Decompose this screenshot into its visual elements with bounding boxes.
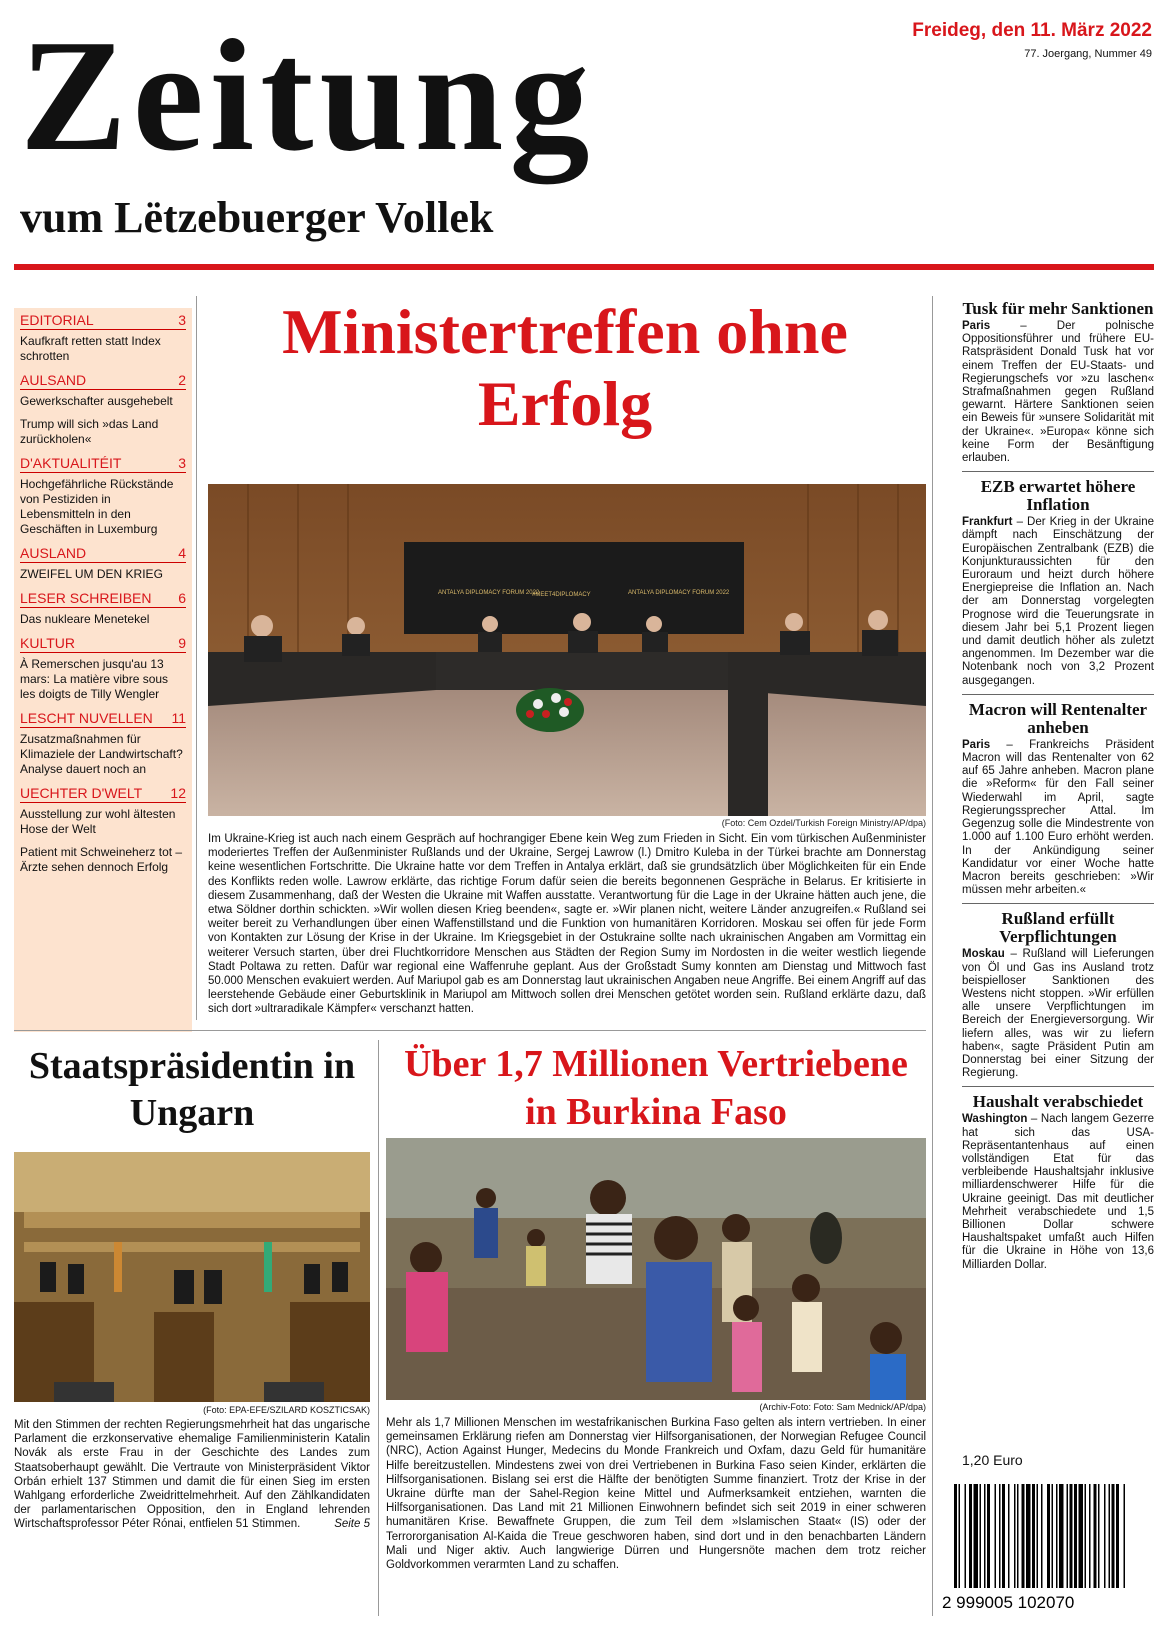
toc-section (20, 590, 186, 627)
toc-section-name: LESER SCHREIBEN (20, 590, 152, 606)
brief-headline[interactable]: Haushalt verabschiedet (972, 1092, 1144, 1112)
brief-body (962, 1113, 1154, 1271)
barcode (940, 1480, 1154, 1614)
toc-section-name: KULTUR (20, 635, 75, 651)
banner-right-text: ANTALYA DIPLOMACY FORUM 2022 (628, 590, 730, 596)
toc-section (20, 455, 186, 537)
brief-headline[interactable]: Tusk für mehr Sanktionen (962, 299, 1154, 318)
brief-dateline: Frankfurt (962, 516, 1013, 529)
hungary-article-body (14, 1418, 370, 1532)
barcode-bar (1070, 1484, 1073, 1588)
barcode-number: 2 999005 102070 (942, 1593, 1075, 1612)
toc-section (20, 785, 186, 875)
brief-divider (962, 694, 1154, 695)
toc-page-number: 6 (178, 590, 186, 606)
toc-section-header[interactable] (20, 785, 186, 803)
brief-headline[interactable]: Macron will Rentenalter anheben (968, 699, 1148, 737)
issue-date: Freideg, den 11. März 2022 (912, 20, 1152, 41)
toc-section-name: AUSLAND (20, 545, 87, 561)
toc-section (20, 545, 186, 582)
barcode-bar (1002, 1484, 1005, 1588)
toc-section-header[interactable] (20, 455, 186, 473)
masthead-subtitle: vum Lëtzebuerger Vollek (20, 193, 494, 242)
column-divider (378, 1040, 379, 1616)
toc-section-header[interactable] (20, 312, 186, 330)
toc-section-name: D'AKTUALITÉIT (20, 455, 122, 471)
hungary-photo-credit: (Foto: EPA-EFE/SZILARD KOSZTICSAK) (203, 1405, 370, 1415)
main-headline[interactable]: Ministertreffen ohne Erfolg (282, 296, 848, 439)
toc-item[interactable]: Hochgefährliche Rückstände von Pestiziden in Lebensmitteln in den Geschäften in Luxemburg (20, 477, 174, 536)
toc-section-name: UECHTER D'WELT (20, 785, 143, 801)
issue-number: 77. Joergang, Nummer 49 (1024, 48, 1152, 60)
toc-page-number: 12 (170, 785, 186, 801)
brief-dateline: Moskau (962, 948, 1005, 961)
toc-section (20, 372, 186, 447)
parliament-photo (14, 1152, 370, 1402)
barcode-bar (1037, 1484, 1039, 1588)
main-article-body: Im Ukraine-Krieg ist auch nach einem Gespräch auf hochrangiger Ebene kein Weg zum Frieden in Sicht. Ein vom türkischen Außenminister moderiertes Treffen der Außenminister Rußlands und der Ukraine, Sergej Lawrow (l.) Dmitro Kuleba in der Türkei brachte am Donnerstag keine wesentlichen Fortschritte. Die Ukraine hatte vor dem Treffen in Antalya erklärt, daß sie grundsätzlich über Möglichkeiten für ein Ende des Konflikts reden wolle. Lawrow erklärte, das richtige Forum dafür seien die bereits begonnenen Gespräche in Belarus. Er kritisierte in diesem Zusammenhang, daß der Westen die Ukraine mit Waffen ausstatte. Verantwortung für die Lage in der Ukraine hätten auch jene, die etwa Söldner dorthin schickten. »Wir wollen diesen Krieg beenden«, sagte er. »Wir planen nicht, weitere Länder anzugreifen.« Rußland sei weiter bereit zu Verhandlungen über einen Waffenstillstand und die Funktion von humanitären Korridoren. Moskau sei offen für jede Form von Kontakten zur Lösung der Krise in der Ukraine. Im Kriegsgebiet in der Ostukraine sollte nach ukrainischen Angaben am Vormittag ein weiterer Versuch starten, über drei Fluchtkorridore Menschen aus Städten der Region Sumy im Nordosten in die weiter westlich liegende Stadt Poltawa zu retten. Dafür war regional eine Waffenruhe geplant. Aus der Großstadt Sumy konnten am Dienstag und Mittwoch fast 50.000 Menschen evakuiert werden. Auf Mariupol gab es am Donnerstag laut ukrainischen Angaben neue Angriffe. Bei einem Angriff auf das leerstehende Gebäude einer Geburtsklinik in Mariupol am Mittwoch sollen drei Menschen getötet worden sein. Rußland erklärte dazu, daß sich dort »ultraradikale Kämpfer« verschanzt hatten. (208, 833, 926, 1016)
barcode-bar (1112, 1484, 1115, 1588)
barcode-bar (1085, 1484, 1087, 1588)
barcode-bar (954, 1484, 957, 1588)
toc-item[interactable]: Ausstellung zur wohl ältesten Hose der Welt (20, 807, 176, 836)
brief-divider (962, 903, 1154, 904)
toc-page-number: 4 (178, 545, 186, 561)
barcode-bar (1079, 1484, 1084, 1588)
toc-section (20, 710, 186, 777)
section-divider (14, 1030, 926, 1031)
toc-item[interactable]: ZWEIFEL UM DEN KRIEG (20, 567, 163, 581)
column-divider (932, 296, 933, 1616)
brief-dateline: Washington (962, 1113, 1028, 1126)
banner-left-text: ANTALYA DIPLOMACY FORUM 2022 (438, 590, 540, 596)
toc-page-number: 9 (178, 635, 186, 651)
toc-item[interactable]: À Remerschen jusqu'au 13 mars: La matière vibre sous les doigts de Tilly Wengler (20, 657, 169, 701)
toc-page-number: 3 (178, 312, 186, 328)
barcode-bar (1041, 1484, 1043, 1588)
toc-item[interactable]: Kaufkraft retten statt Index schrotten (20, 334, 161, 363)
masthead-rule (14, 264, 1154, 270)
barcode-bar (1032, 1484, 1035, 1588)
toc-section-header[interactable] (20, 710, 186, 728)
barcode-bar (1104, 1484, 1106, 1588)
brief-text: – Der polnische Oppositionsführer und frühere EU-Ratspräsident Donald Tusk hat vor einem Treffen der EU-Staats- und Regierungschefs vor »zu laschen« Strafmaßnahmen gegen Rußland gewarnt. Härtere Sanktionen seien ein Beweis für »unsere Solidarität mit der Ukraine«. »Europa« könne sich keine Form der Besänftigung erlauben. (962, 320, 1154, 465)
barcode-bar (1098, 1484, 1100, 1588)
brief-dateline: Paris (962, 738, 991, 751)
brief-headline[interactable]: Rußland erfüllt Verpflichtungen (999, 909, 1117, 947)
column-divider (196, 296, 197, 1020)
burkina-article-body: Mehr als 1,7 Millionen Menschen im westafrikanischen Burkina Faso gelten als intern vertrieben. In einer gemeinsamen Erklärung riefen am Donnerstag vier Hilfsorganisationen, der Norwegian Refugee Council (NRC), Action Against Hunger, Medecins du Monde Frankreich und Oxfam, dazu Geld für humanitäre Hilfe bereitzustellen. Mindestens zwei von drei Vertriebenen in Burkina Faso seien Kinder, erklärten die Hilfsorganisationen. Bislang sei erst die Hälfte der benötigten Summe finanziert. Trotz der Krise in der Ukraine dürfte man der Sahel-Region keine Mittel und Aufmerksamkeit entziehen, warnten die Hilfsorganisationen. Das Land mit 21 Millionen Einwohnern befindet sich seit 2019 in einer schweren humanitären Krise. Bewaffnete Gruppen, die zum Teil dem »Islamischen Staat« (IS) oder der Terrororganisation Al-Kaida die Treue geschworen haben, sind dort und in den benachbarten Ländern Mali und Niger aktiv. Auch langwierige Dürren und Hungersnöte machen dem trotz reicher Goldvorkommen verarmten Land zu schaffen. (386, 1417, 926, 1572)
toc-section-header[interactable] (20, 372, 186, 390)
toc-page-number: 11 (171, 710, 186, 726)
barcode-bar (995, 1484, 997, 1588)
hungary-body-text: Mit den Stimmen der rechten Regierungsmehrheit hat das ungarische Parlament die erzkonservative ehemalige Familienministerin Katalin Novák als erste Frau in der Geschichte des Landes zum Staatsoberhaupt gewählt. Die Vertraute von Ministerpräsident Viktor Orbán erhielt 137 Stimmen und damit die für einen Sieg im ersten Wahlgang erforderliche Zweidrittelmehrheit. Auf den Zählkandidaten der parlamentarischen Opposition, den in England lehrenden Wirtschaftsprofessor Péter Rónai, entfielen 51 Stimmen. (14, 1419, 370, 1531)
brief-body (962, 516, 1154, 688)
brief-text: – Frankreichs Präsident Macron will das Rentenalter von 62 auf 65 Jahre anheben. Macron plane die »Reform« für den Fall seiner Wiederwahl im April, sagte Regierungssprecher Attal. Im Gegenzug solle die Mindestrente von 1.000 auf 1.100 Euro erhöht werden. In der Ankündigung seiner Kandidatur vor einer Woche hatte Macron bereits geschrieben: »Wir müssen mehr arbeiten.« (962, 738, 1154, 897)
toc-section (20, 312, 186, 364)
barcode-bar (984, 1484, 986, 1588)
barcode-bar (1008, 1484, 1010, 1588)
barcode-bar (1047, 1484, 1050, 1588)
toc-page-number: 3 (178, 455, 186, 471)
barcode-bar (959, 1484, 961, 1588)
barcode-bar (1059, 1484, 1064, 1588)
barcode-bar (1052, 1484, 1054, 1588)
brief-body (962, 948, 1154, 1080)
news-brief-column (962, 300, 1154, 1278)
conference-photo (208, 484, 926, 816)
barcode-bar (1026, 1484, 1031, 1588)
burkina-photo-credit: (Archiv-Foto: Foto: Sam Mednick/AP/dpa) (759, 1402, 926, 1412)
brief-headline[interactable]: EZB erwartet höhere Inflation (980, 477, 1136, 515)
barcode-bar (1089, 1484, 1091, 1588)
brief-body (962, 739, 1154, 897)
burkina-photo[interactable] (386, 1138, 926, 1400)
barcode-bar (1074, 1484, 1077, 1588)
toc-item[interactable]: Zusatzmaßnahmen für Klimaziele der Landwirtschaft? Analyse dauert noch an (20, 732, 183, 776)
brief-divider (962, 471, 1154, 472)
brief-text: – Rußland will Lieferungen von Öl und Gas ins Ausland trotz beispielloser Sanktionen des Westens nicht stoppen. »Wir erfüllen alle unsere Verpflichtungen im Bereich der Energieversorgung. Wir liefern alles, was wir zu liefern haben«, sagte Präsident Putin am Donnerstag bei einer Sitzung der Regierung. (962, 948, 1154, 1080)
brief-text: – Der Krieg in der Ukraine dämpft nach Einschätzung der Europäischen Zentralbank (EZB) die Konjunkturaussichten für den Euroraum und heizt durch höhere Energiepreise die Inflation an. Nach der am Donnerstag vorgelegten Prognose wird die Teuerungsrate in diesem Jahr bei 5,1 Prozent liegen und damit deutlich höher als zuletzt angenommen. Im Dezember war die Notenbank noch von 3,2 Prozent ausgegangen. (962, 516, 1154, 687)
toc-item[interactable]: Trump will sich »das Land zurückholen« (20, 417, 159, 446)
barcode-bar (1017, 1484, 1019, 1588)
barcode-bar (1067, 1484, 1069, 1588)
hungary-headline[interactable]: Staatspräsidentin in Ungarn (28, 1045, 356, 1134)
brief-text: – Nach langem Gezerre hat sich das USA-Repräsentantenhaus auf einen vollständigen Etat für das verbleibende Haushaltsjahr inklusive milliardenschwerer Hilfe für die Ukraine geeinigt. Das mit deutlicher Mehrheit verabschiedete und 1,5 Billionen Dollar schwere Haushaltspaket umfaßt auch Hilfen für die Ukraine in Höhe von 13,6 Milliarden Dollar. (962, 1113, 1154, 1271)
toc-section-name: LESCHT NUVELLEN (20, 710, 153, 726)
barcode-bar (965, 1484, 967, 1588)
toc-section-name: EDITORIAL (20, 312, 94, 328)
brief-divider (962, 1086, 1154, 1087)
barcode-bar (1124, 1484, 1126, 1588)
barcode-bar (999, 1484, 1001, 1588)
barcode-bar (980, 1484, 982, 1588)
barcode-bar (1109, 1484, 1111, 1588)
toc-item[interactable]: Das nukleare Menetekel (20, 612, 150, 626)
main-photo-credit: (Foto: Cem Ozdel/Turkish Foreign Ministry/AP/dpa) (721, 818, 926, 828)
barcode-graphic (940, 1480, 1154, 1614)
table-of-contents (14, 308, 192, 1032)
brief-dateline: Paris (962, 320, 991, 332)
price: 1,20 Euro (962, 1452, 1023, 1468)
toc-item[interactable]: Gewerkschafter ausgehebelt (20, 394, 173, 408)
barcode-bar (1056, 1484, 1058, 1588)
toc-section (20, 635, 186, 702)
barcode-bar (987, 1484, 990, 1588)
page-reference[interactable]: Seite 5 (334, 1518, 370, 1531)
toc-page-number: 2 (178, 372, 186, 388)
barcode-bar (974, 1484, 979, 1588)
barcode-bar (1022, 1484, 1025, 1588)
toc-section-header[interactable] (20, 635, 186, 653)
masthead-title: Zeitung (20, 6, 596, 184)
barcode-bar (1116, 1484, 1119, 1588)
barcode-bar (1094, 1484, 1097, 1588)
brief-body (962, 320, 1154, 465)
burkina-headline[interactable]: Über 1,7 Millionen Vertriebene in Burkina Faso (404, 1043, 908, 1133)
children-photo (386, 1138, 926, 1400)
barcode-bar (1014, 1484, 1016, 1588)
hungary-photo[interactable] (14, 1152, 370, 1402)
toc-section-header[interactable] (20, 590, 186, 608)
main-photo[interactable] (208, 484, 926, 816)
toc-item[interactable]: Patient mit Schweineherz tot – Ärzte sehen dennoch Erfolg (20, 845, 183, 874)
banner-center-text: #MEET4DIPLOMACY (532, 592, 591, 598)
toc-section-name: AULSAND (20, 372, 87, 388)
barcode-bar (969, 1484, 972, 1588)
toc-section-header[interactable] (20, 545, 186, 563)
